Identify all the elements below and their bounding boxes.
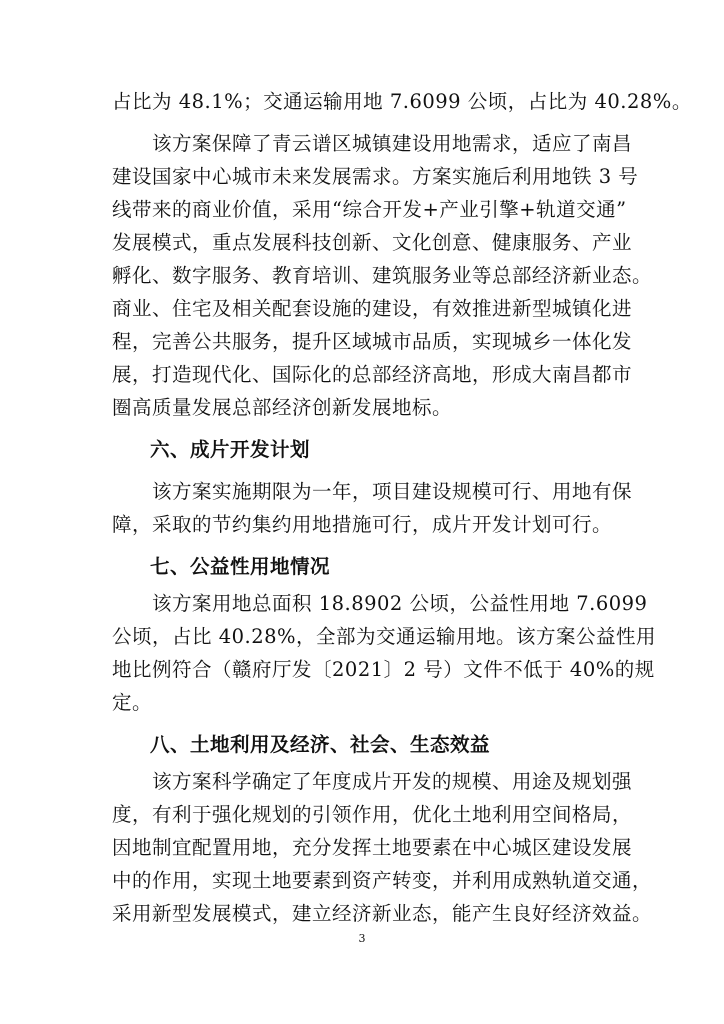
body-text-line: 该方案科学确定了年度成片开发的规模、用途及规划强 bbox=[112, 770, 633, 793]
body-text-line: 圈高质量发展总部经济创新发展地标。 bbox=[112, 396, 453, 419]
body-text-line: 占比为 48.1%；交通运输用地 7.6099 公顷，占比为 40.28%。 bbox=[112, 90, 692, 113]
body-text-line: 采用新型发展模式，建立经济新业态，能产生良好经济效益。 bbox=[112, 902, 653, 925]
body-text-line: 该方案保障了青云谱区城镇建设用地需求，适应了南昌 bbox=[112, 132, 633, 155]
body-text-line: 线带来的商业价值，采用“综合开发+产业引擎+轨道交通” bbox=[112, 198, 627, 221]
body-text-line: 障，采取的节约集约用地措施可行，成片开发计划可行。 bbox=[112, 513, 613, 536]
body-text-line: 该方案用地总面积 18.8902 公顷，公益性用地 7.6099 bbox=[112, 592, 648, 615]
body-text-line: 发展模式，重点发展科技创新、文化创意、健康服务、产业 bbox=[112, 231, 633, 254]
body-text-line: 孵化、数字服务、教育培训、建筑服务业等总部经济新业态。 bbox=[112, 264, 653, 287]
page-number: 3 bbox=[358, 932, 366, 945]
section-heading-six: 六、成片开发计划 bbox=[150, 438, 311, 461]
body-text-line: 展，打造现代化、国际化的总部经济高地，形成大南昌都市 bbox=[112, 363, 633, 386]
section-heading-eight: 八、土地利用及经济、社会、生态效益 bbox=[150, 733, 491, 756]
body-text-line: 因地制宜配置用地，充分发挥土地要素在中心城区建设发展 bbox=[112, 836, 633, 859]
body-text-line: 定。 bbox=[112, 691, 153, 714]
body-text-line: 地比例符合（赣府厅发〔2021〕2 号）文件不低于 40%的规 bbox=[112, 658, 655, 681]
body-text-line: 商业、住宅及相关配套设施的建设，有效推进新型城镇化进 bbox=[112, 297, 633, 320]
body-text-line: 度，有利于强化规划的引领作用，优化土地利用空间格局， bbox=[112, 803, 633, 826]
section-heading-seven: 七、公益性用地情况 bbox=[150, 555, 331, 578]
body-text-line: 建设国家中心城市未来发展需求。方案实施后利用地铁 3 号 bbox=[112, 165, 639, 188]
body-text-line: 该方案实施期限为一年，项目建设规模可行、用地有保 bbox=[112, 480, 633, 503]
body-text-line: 程，完善公共服务，提升区域城市品质，实现城乡一体化发 bbox=[112, 330, 633, 353]
body-text-line: 中的作用，实现土地要素到资产转变，并利用成熟轨道交通， bbox=[112, 869, 653, 892]
body-text-line: 公顷，占比 40.28%，全部为交通运输用地。该方案公益性用 bbox=[112, 625, 657, 648]
